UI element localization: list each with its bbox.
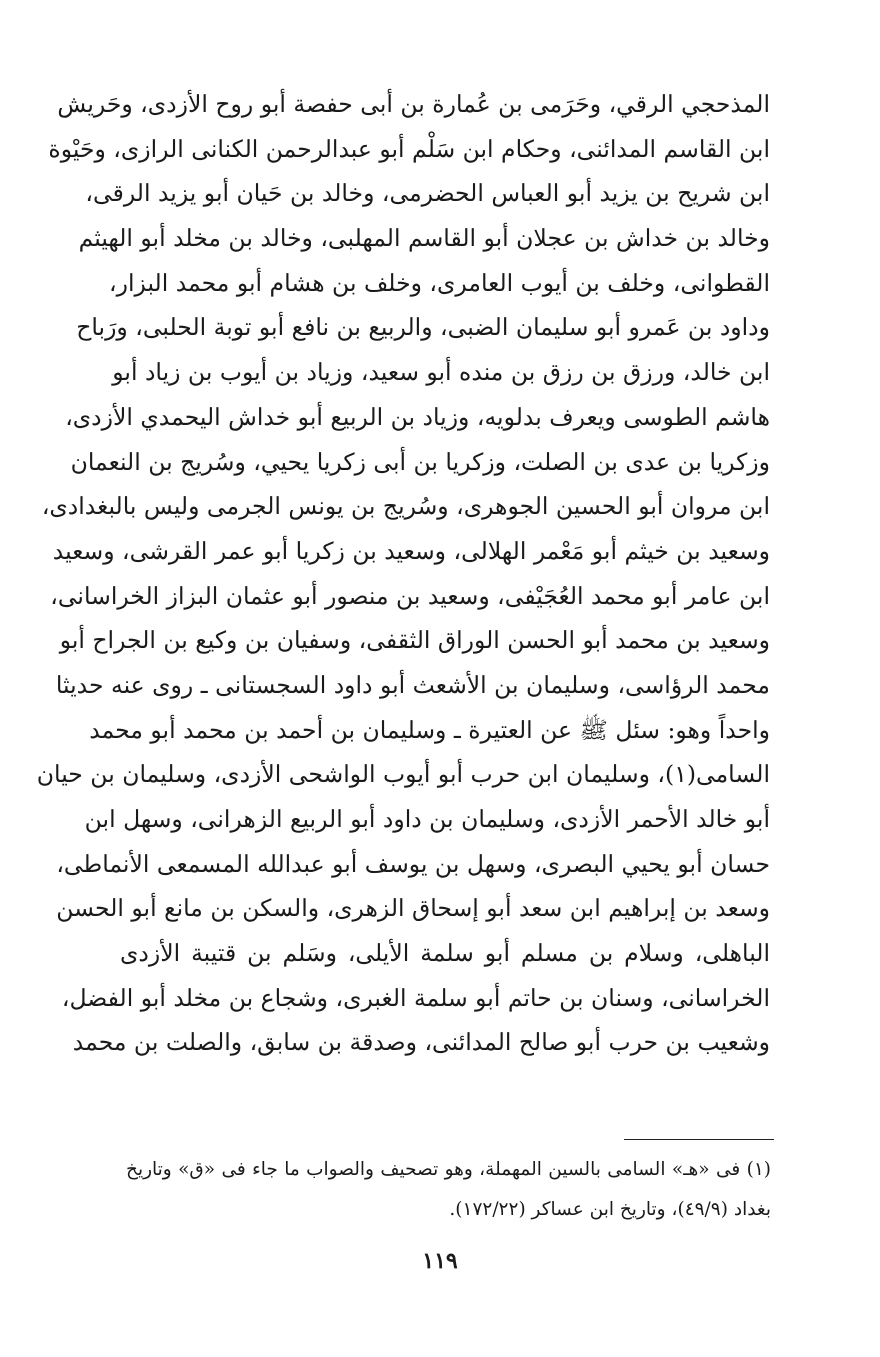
text-line: ابن عامر أبو محمد العُجَيْفى، وسعيد بن منصور أبو عثمان البزاز الخراسانى، [50, 581, 770, 610]
text-line: المذحجي الرقي، وحَرَمى بن عُمارة بن أبى حفصة أبو روح الأزدى، وحَريش [57, 90, 770, 118]
text-line: القطوانى، وخلف بن أيوب العامرى، وخلف بن هشام أبو محمد البزار، [109, 268, 770, 297]
footnote [126, 1150, 771, 1230]
text-line: ابن شريح بن يزيد أبو العباس الحضرمى، وخالد بن حَيان أبو يزيد الرقى، [85, 179, 770, 208]
text-line: ابن القاسم المدائنى، وحكام ابن سَلْم أبو عبدالرحمن الكنانى الرازى، وحَيْوة [48, 134, 770, 163]
text-line: حسان أبو يحيي البصرى، وسهل بن يوسف أبو عبدالله المسمعى الأنماطى، [56, 849, 770, 878]
text-line: ابن خالد، ورزق بن رزق بن منده أبو سعيد، وزياد بن أيوب بن زياد أبو [112, 358, 770, 387]
text-line: وسعيد بن خيثم أبو مَعْمر الهلالى، وسعيد بن زكريا أبو عمر القرشى، وسعيد [52, 536, 770, 565]
text-line: الباهلى، وسلام بن مسلم أبو سلمة الأيلى، وسَلم بن قتيبة الأزدى [120, 939, 770, 968]
text-line: وسعيد بن محمد أبو الحسن الوراق الثقفى، وسفيان بن وكيع بن الجراح أبو [59, 626, 770, 655]
text-line: وشعيب بن حرب أبو صالح المدائنى، وصدقة بن سابق، والصلت بن محمد [72, 1028, 770, 1057]
text-line: الخراسانى، وسنان بن حاتم أبو سلمة الغبرى، وشجاع بن مخلد أبو الفضل، [61, 983, 770, 1012]
text-line: واحداً وهو: سئل ﷺ عن العتيرة ـ وسليمان بن أحمد بن محمد أبو محمد [89, 715, 770, 744]
text-line: وخالد بن خداش بن عجلان أبو القاسم المهلبى، وخالد بن مخلد أبو الهيثم [78, 224, 770, 253]
footnote-line: بغداد (٤٩/٩)، وتاريخ ابن عساكر (١٧٢/٢٢). [449, 1199, 771, 1220]
footnote-separator [624, 1139, 774, 1140]
text-line: وداود بن عَمرو أبو سليمان الضبى، والربيع بن نافع أبو توبة الحلبى، ورَباح [76, 313, 770, 342]
text-line: السامى(١)، وسليمان ابن حرب أبو أيوب الواشحى الأزدى، وسليمان بن حيان [36, 760, 770, 789]
footnote-line: (١) فى «هـ» السامى بالسين المهملة، وهو تصحيف والصواب ما جاء فى «ق» وتاريخ [126, 1159, 771, 1180]
text-line: وسعد بن إبراهيم ابن سعد أبو إسحاق الزهرى، والسكن بن مانع أبو الحسن [56, 894, 770, 923]
page-number: ١١٩ [422, 1248, 458, 1274]
text-line: محمد الرؤاسى، وسليمان بن الأشعث أبو داود السجستانى ـ روى عنه حديثا [55, 670, 770, 699]
text-line: أبو خالد الأحمر الأزدى، وسليمان بن داود أبو الربيع الزهرانى، وسهل ابن [84, 805, 770, 833]
text-line: وزكريا بن عدى بن الصلت، وزكريا بن أبى زكريا يحيي، وسُريج بن النعمان [70, 447, 770, 476]
text-line: هاشم الطوسى ويعرف بدلويه، وزياد بن الربيع أبو خداش اليحمدي الأزدى، [65, 402, 770, 431]
main-text-block [36, 82, 770, 1065]
text-line: ابن مروان أبو الحسين الجوهرى، وسُريج بن يونس الجرمى وليس بالبغدادى، [41, 492, 770, 521]
